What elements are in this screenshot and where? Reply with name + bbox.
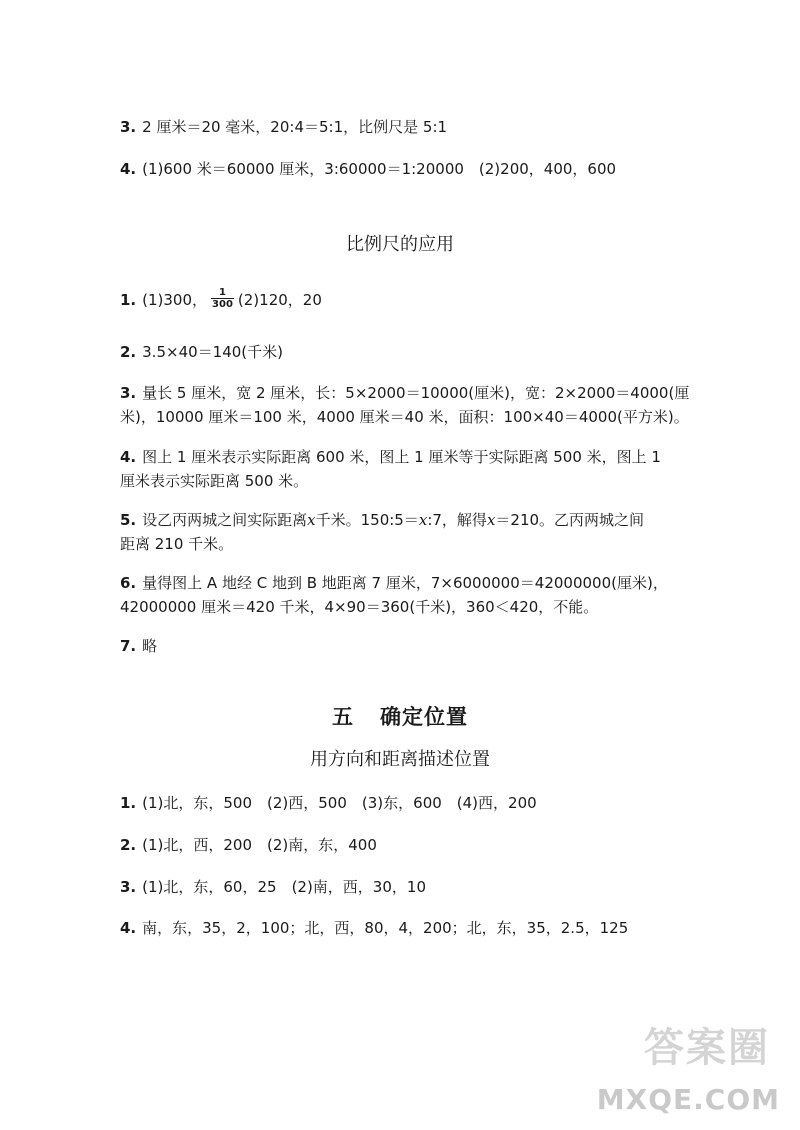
item-text: 南，东，35，2，100；北，西，80，4，200；北，东，35，2.5，125: [142, 919, 629, 937]
item-text-line1: 量得图上 A 地经 C 地到 B 地距离 7 厘米，7×6000000＝42000000(厘米)，: [142, 574, 668, 592]
answer-item-4-top: [120, 158, 616, 181]
item-text-line1: 图上 1 厘米表示实际距离 600 米，图上 1 厘米等于实际距离 500 米，图上 1: [142, 448, 661, 466]
item-text-a: 设乙丙两城之间实际距离: [142, 511, 308, 529]
fraction-numerator: 1: [211, 287, 234, 299]
item-number: 5.: [120, 511, 137, 529]
variable-x: x: [418, 511, 428, 529]
answer-item-6: [120, 572, 668, 595]
item-text-line1: 量长 5 厘米，宽 2 厘米，长：5×2000＝10000(厘米)，宽：2×2000＝4000(厘: [142, 384, 690, 402]
item-text-after: (2)120，20: [237, 291, 322, 309]
variable-x: x: [307, 511, 316, 529]
item-number: 3.: [120, 384, 137, 402]
item-number: 4.: [120, 448, 137, 466]
direction-item-2: [120, 834, 377, 857]
answer-item-2: [120, 341, 283, 364]
watermark: [596, 1016, 780, 1116]
chapter-number: 五: [332, 705, 354, 729]
item-text: 略: [142, 637, 158, 655]
fraction-denominator: 300: [212, 299, 233, 310]
variable-x: x: [486, 511, 496, 529]
item-number: 3.: [120, 118, 137, 136]
item-text: 2 厘米＝20 毫米，20:4＝5:1，比例尺是 5:1: [142, 118, 448, 136]
item-number: 1.: [120, 794, 137, 812]
item-number: 2.: [120, 343, 137, 361]
answer-item-5-line2: 距离 210 千米。: [120, 535, 234, 553]
answer-item-4-line2: 厘米表示实际距离 500 米。: [120, 472, 309, 490]
answer-item-3-line2: 米)，10000 厘米＝100 米，4000 厘米＝40 米，面积：100×40＝4000(平方米)。: [120, 408, 689, 426]
watermark-logo-text: 答案圈: [644, 1025, 770, 1071]
item-number: 3.: [120, 878, 137, 896]
item-number: 4.: [120, 160, 137, 178]
item-text-c: :7，解得: [427, 511, 487, 529]
item-text-d: ＝210。乙丙两城之间: [495, 511, 645, 529]
item-number: 4.: [120, 919, 137, 937]
chapter-name: 确定位置: [380, 705, 468, 729]
section-title-scale: 比例尺的应用: [346, 234, 454, 255]
section-title-direction: 用方向和距离描述位置: [310, 749, 490, 770]
item-number: 7.: [120, 637, 137, 655]
item-text-before: (1)300，: [142, 291, 208, 309]
item-number: 2.: [120, 836, 137, 854]
item-text: (1)北，西，200 (2)南，东，400: [142, 836, 377, 854]
answer-item-3: [120, 382, 689, 405]
item-text: (1)600 米＝60000 厘米，3:60000＝1:20000 (2)200，400，600: [142, 160, 617, 178]
answer-item-7: [120, 635, 157, 658]
fraction: [211, 287, 234, 310]
direction-item-1: [120, 792, 537, 815]
answer-item-1: [120, 289, 322, 312]
direction-item-4: [120, 917, 628, 940]
answer-item-6-line2: 42000000 厘米＝420 千米，4×90＝360(千米)，360＜420，不能。: [120, 598, 599, 616]
answer-item-5: [120, 509, 644, 532]
answer-item-3-top: [120, 116, 447, 139]
watermark-url: MXQE.COM: [596, 1083, 780, 1116]
item-text: (1)北，东，60，25 (2)南，西，30，10: [142, 878, 426, 896]
item-number: 1.: [120, 291, 137, 309]
direction-item-3: [120, 876, 426, 899]
item-text: 3.5×40＝140(千米): [142, 343, 283, 361]
chapter-title: [0, 701, 800, 731]
item-number: 6.: [120, 574, 137, 592]
answer-item-4: [120, 446, 661, 469]
item-text-b: 千米。150:5＝: [315, 511, 419, 529]
item-text: (1)北，东，500 (2)西，500 (3)东，600 (4)西，200: [142, 794, 537, 812]
